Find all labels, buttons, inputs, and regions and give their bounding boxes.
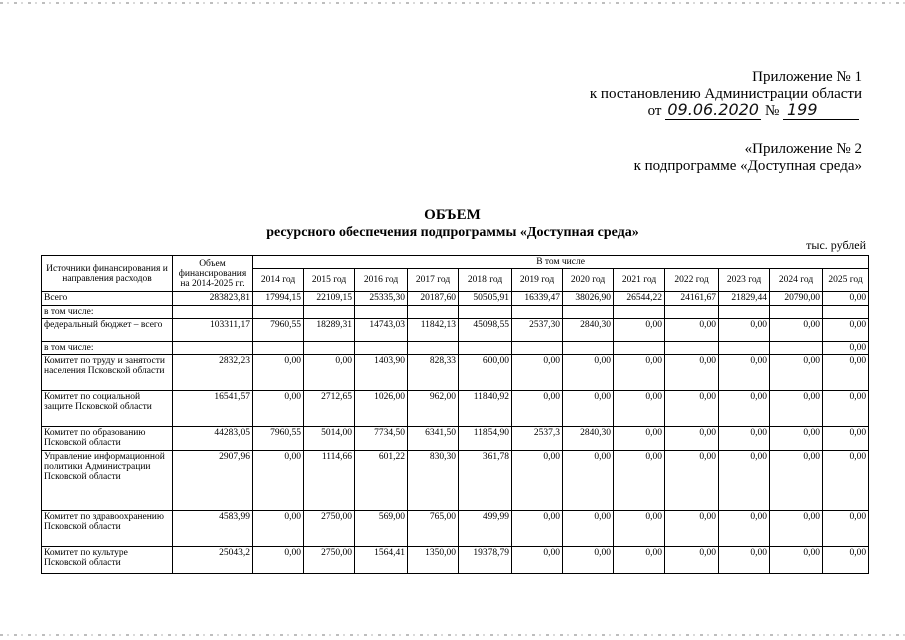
cell-2020: 0,00 [563,511,614,547]
cell-2017: 830,30 [408,451,459,511]
cell-2014 [253,342,304,355]
row-label: в том числе: [42,306,173,319]
year-header: 2025 год [823,269,869,292]
cell-2018 [459,306,512,319]
cell-2025: 0,00 [823,511,869,547]
cell-2018: 361,78 [459,451,512,511]
cell-2024: 20790,00 [770,292,823,306]
year-header: 2024 год [770,269,823,292]
document-title: ОБЪЕМ [424,207,481,223]
row-label: Комитет по труду и занятости населения Псковской области [42,355,173,391]
appendix-line2: к постановлению Администрации области [589,86,862,102]
cell-2023: 0,00 [719,547,770,574]
cell-2022: 0,00 [665,319,719,342]
cell-2021: 0,00 [614,355,665,391]
cell-2021 [614,306,665,319]
cell-2024 [770,306,823,319]
cell-2018: 45098,55 [459,319,512,342]
cell-2018: 19378,79 [459,547,512,574]
cell-2015: 18289,31 [304,319,355,342]
cell-2014: 17994,15 [253,292,304,306]
cell-2024: 0,00 [770,391,823,427]
year-header: 2021 год [614,269,665,292]
cell-2022: 24161,67 [665,292,719,306]
cell-2024 [770,342,823,355]
cell-2025: 0,00 [823,342,869,355]
cell-2018: 11854,90 [459,427,512,451]
table-row [42,391,869,427]
cell-2025: 0,00 [823,391,869,427]
cell-2019: 0,00 [512,391,563,427]
year-header: 2014 год [253,269,304,292]
cell-2025: 0,00 [823,427,869,451]
cell-2017: 828,33 [408,355,459,391]
table-body [42,292,869,574]
cell-2019 [512,342,563,355]
cell-2018: 499,99 [459,511,512,547]
cell-2016: 1564,41 [355,547,408,574]
cell-2015: 5014,00 [304,427,355,451]
cell-2022: 0,00 [665,391,719,427]
table-row [42,511,869,547]
cell-2019: 2537,30 [512,319,563,342]
cell-2022: 0,00 [665,547,719,574]
cell-2024: 0,00 [770,427,823,451]
date-prefix: от [647,103,662,119]
cell-2015: 2712,65 [304,391,355,427]
cell-2014: 0,00 [253,451,304,511]
cell-2022: 0,00 [665,427,719,451]
handwritten-number: 199 [783,101,859,120]
cell-2024: 0,00 [770,547,823,574]
cell-2023: 0,00 [719,355,770,391]
row-label: Комитет по образованию Псковской области [42,427,173,451]
table-row [42,355,869,391]
cell-2022 [665,342,719,355]
cell-2023 [719,342,770,355]
cell-2023 [719,306,770,319]
cell-2025: 0,00 [823,319,869,342]
cell-2025: 0,00 [823,292,869,306]
row-total: 25043,2 [173,547,253,574]
row-label: Комитет по здравоохранению Псковской области [42,511,173,547]
handwritten-date: 09.06.2020 [665,101,761,120]
row-label: Комитет по социальной защите Псковской области [42,391,173,427]
cell-2015: 22109,15 [304,292,355,306]
cell-2019: 16339,47 [512,292,563,306]
header-group: В том числе [253,256,869,269]
header-source: Источники финансирования и направления расходов [42,256,173,292]
number-prefix: № [764,103,780,119]
cell-2020: 2840,30 [563,319,614,342]
cell-2019: 0,00 [512,451,563,511]
year-header: 2023 год [719,269,770,292]
row-total [173,342,253,355]
cell-2015: 2750,00 [304,511,355,547]
cell-2020 [563,306,614,319]
cell-2025: 0,00 [823,547,869,574]
header-total: Объем финансирования на 2014-2025 гг. [173,256,253,292]
table-row [42,342,869,355]
row-total: 2832,23 [173,355,253,391]
cell-2022: 0,00 [665,451,719,511]
cell-2014: 0,00 [253,547,304,574]
cell-2014: 7960,55 [253,319,304,342]
table-row [42,547,869,574]
cell-2019: 0,00 [512,547,563,574]
cell-2021: 0,00 [614,391,665,427]
year-header: 2019 год [512,269,563,292]
cell-2021: 0,00 [614,451,665,511]
cell-2016 [355,306,408,319]
cell-2017: 11842,13 [408,319,459,342]
cell-2014: 0,00 [253,355,304,391]
cell-2015: 2750,00 [304,547,355,574]
table-row [42,427,869,451]
row-total [173,306,253,319]
cell-2023: 21829,44 [719,292,770,306]
cell-2017: 962,00 [408,391,459,427]
cell-2023: 0,00 [719,391,770,427]
cell-2020: 38026,90 [563,292,614,306]
cell-2014: 0,00 [253,511,304,547]
cell-2016: 1403,90 [355,355,408,391]
cell-2023: 0,00 [719,451,770,511]
cell-2025 [823,306,869,319]
cell-2015 [304,306,355,319]
cell-2020: 0,00 [563,547,614,574]
year-header: 2016 год [355,269,408,292]
cell-2024: 0,00 [770,355,823,391]
cell-2021: 26544,22 [614,292,665,306]
appendix-line1: Приложение № 1 [752,69,862,85]
unit-label: тыс. рублей [806,238,866,252]
cell-2024: 0,00 [770,319,823,342]
cell-2025: 0,00 [823,451,869,511]
row-total: 103311,17 [173,319,253,342]
year-header: 2022 год [665,269,719,292]
cell-2023: 0,00 [719,511,770,547]
cell-2018: 600,00 [459,355,512,391]
cell-2023: 0,00 [719,319,770,342]
cell-2019 [512,306,563,319]
cell-2017: 1350,00 [408,547,459,574]
cell-2014 [253,306,304,319]
cell-2022: 0,00 [665,511,719,547]
cell-2021: 0,00 [614,511,665,547]
cell-2019: 2537,3 [512,427,563,451]
cell-2019: 0,00 [512,355,563,391]
cell-2016: 14743,03 [355,319,408,342]
cell-2024: 0,00 [770,511,823,547]
cell-2014: 7960,55 [253,427,304,451]
funding-table [41,255,869,574]
scan-artifact-top [0,2,905,4]
appendix-header [590,69,862,103]
row-label: федеральный бюджет – всего [42,319,173,342]
cell-2017 [408,306,459,319]
cell-2021: 0,00 [614,427,665,451]
row-total: 16541,57 [173,391,253,427]
year-header: 2020 год [563,269,614,292]
cell-2017: 765,00 [408,511,459,547]
cell-2017: 20187,60 [408,292,459,306]
sub-appendix-line1: «Приложение № 2 [744,141,862,157]
cell-2021: 0,00 [614,319,665,342]
table-row [42,451,869,511]
cell-2016 [355,342,408,355]
cell-2022 [665,306,719,319]
cell-2020: 2840,30 [563,427,614,451]
cell-2016: 569,00 [355,511,408,547]
row-total: 4583,99 [173,511,253,547]
row-total: 44283,05 [173,427,253,451]
cell-2016: 1026,00 [355,391,408,427]
row-label: Всего [42,292,173,306]
resolution-date-number [648,101,859,120]
cell-2017 [408,342,459,355]
cell-2016: 25335,30 [355,292,408,306]
table-row [42,319,869,342]
cell-2017: 6341,50 [408,427,459,451]
document-subtitle: ресурсного обеспечения подпрограммы «Доступная среда» [266,225,639,240]
cell-2022: 0,00 [665,355,719,391]
cell-2023: 0,00 [719,427,770,451]
row-label: в том числе: [42,342,173,355]
row-total: 2907,96 [173,451,253,511]
cell-2024: 0,00 [770,451,823,511]
cell-2020: 0,00 [563,391,614,427]
cell-2021: 0,00 [614,547,665,574]
sub-appendix-header [634,141,862,175]
cell-2015: 0,00 [304,355,355,391]
cell-2019: 0,00 [512,511,563,547]
cell-2015 [304,342,355,355]
table-row [42,306,869,319]
cell-2014: 0,00 [253,391,304,427]
cell-2025: 0,00 [823,355,869,391]
cell-2018: 50505,91 [459,292,512,306]
cell-2018 [459,342,512,355]
cell-2016: 601,22 [355,451,408,511]
cell-2020: 0,00 [563,451,614,511]
table-row [42,292,869,306]
cell-2018: 11840,92 [459,391,512,427]
year-header: 2017 год [408,269,459,292]
cell-2021 [614,342,665,355]
cell-2020 [563,342,614,355]
sub-appendix-line2: к подпрограмме «Доступная среда» [633,158,862,174]
cell-2016: 7734,50 [355,427,408,451]
row-label: Управление информационной политики Администрации Псковской области [42,451,173,511]
cell-2020: 0,00 [563,355,614,391]
year-header: 2015 год [304,269,355,292]
row-total: 283823,81 [173,292,253,306]
year-header: 2018 год [459,269,512,292]
row-label: Комитет по культуре Псковской области [42,547,173,574]
scan-artifact-bottom [0,634,905,636]
cell-2015: 1114,66 [304,451,355,511]
